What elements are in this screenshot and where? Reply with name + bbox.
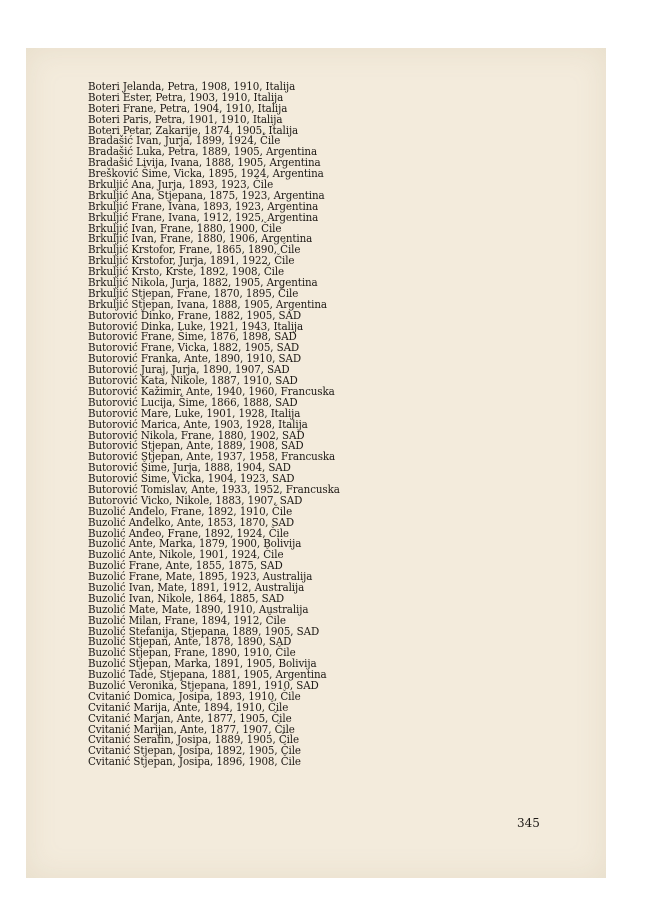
list-entry: Butorović Lucija, Šime, 1866, 1888, SAD xyxy=(88,395,298,409)
list-entry: Butorović Stjepan, Ante, 1937, 1958, Francuska xyxy=(88,450,336,464)
list-entry: Cvitanić Stjepan, Josipa, 1892, 1905, Čile xyxy=(88,744,301,758)
list-entry: Butorović Franka, Ante, 1890, 1910, SAD xyxy=(88,352,301,366)
list-entry: Buzolić Stjepan, Marka, 1891, 1905, Bolivija xyxy=(88,657,317,671)
document-page xyxy=(26,48,606,878)
list-entry: Brkuljić Stjepan, Frane, 1870, 1895, Čile xyxy=(88,286,299,300)
list-entry: Brkuljić Krstofor, Frane, 1865, 1890, Čile xyxy=(88,243,301,257)
list-entry: Butorović Dinka, Luke, 1921, 1943, Italija xyxy=(88,319,304,333)
list-entry: Bradašić Livija, Ivana, 1888, 1905, Argentina xyxy=(88,156,321,170)
list-entry: Cvitanić Domica, Josipa, 1893, 1910, Čile xyxy=(88,689,301,703)
list-entry: Buzolić Anđelko, Ante, 1853, 1870, SAD xyxy=(88,515,294,529)
list-entry: Cvitanić Stjepan, Josipa, 1896, 1908, Čile xyxy=(88,755,301,769)
list-entry: Brkuljić Krstofor, Jurja, 1891, 1922, Čile xyxy=(88,254,295,268)
list-entry: Butorović Kažimir, Ante, 1940, 1960, Francuska xyxy=(88,384,335,398)
list-entry: Brkuljić Nikola, Jurja, 1882, 1905, Argentina xyxy=(88,276,318,290)
list-entry: Butorović Šime, Vicka, 1904, 1923, SAD xyxy=(88,472,295,486)
list-entry: Boteri Paris, Petra, 1901, 1910, Italija xyxy=(88,112,283,126)
list-entry: Butorović Marica, Ante, 1903, 1928, Italija xyxy=(88,417,308,431)
list-entry: Cvitanić Marija, Ante, 1894, 1910, Čile xyxy=(88,700,289,714)
list-entry: Buzolić Stjepan, Frane, 1890, 1910, Čile xyxy=(88,646,296,660)
list-entry: Buzolić Anđeo, Frane, 1892, 1924, Čile xyxy=(88,526,289,540)
list-entry: Buzolić Ante, Marka, 1879, 1900, Bolivija xyxy=(88,537,302,551)
list-entry: Boteri Petar, Zakarije, 1874, 1905, Italija xyxy=(88,123,299,137)
list-entry: Butorović Stjepan, Ante, 1889, 1908, SAD xyxy=(88,439,304,453)
list-entry: Butorović Dinko, Frane, 1882, 1905, SAD xyxy=(88,308,302,322)
list-entry: Butorović Mare, Luke, 1901, 1928, Italija xyxy=(88,406,301,420)
list-entry: Buzolić Milan, Frane, 1894, 1912, Čile xyxy=(88,613,286,627)
list-entry: Buzolić Mate, Mate, 1890, 1910, Australija xyxy=(88,602,309,616)
list-entry: Butorović Juraj, Jurja, 1890, 1907, SAD xyxy=(88,363,290,377)
list-entry: Buzolić Ivan, Nikole, 1864, 1885, SAD xyxy=(88,591,285,605)
list-entry: Brkuljić Ivan, Frane, 1880, 1906, Argentina xyxy=(88,232,313,246)
list-entry: Butorović Frane, Šime, 1876, 1898, SAD xyxy=(88,330,297,344)
emigrant-list xyxy=(88,82,340,768)
page-number: 345 xyxy=(517,816,540,830)
list-entry: Buzolić Frane, Mate, 1895, 1923, Australija xyxy=(88,570,313,584)
list-entry: Butorović Tomislav, Ante, 1933, 1952, Francuska xyxy=(88,482,340,496)
list-entry: Brkuljić Ana, Jurja, 1893, 1923, Čile xyxy=(88,178,274,192)
list-entry: Butorović Frane, Vicka, 1882, 1905, SAD xyxy=(88,341,300,355)
list-entry: Brkuljić Frane, Ivana, 1893, 1923, Argentina xyxy=(88,199,319,213)
list-entry: Buzolić Tade, Stjepana, 1881, 1905, Argentina xyxy=(88,668,327,682)
list-entry: Brkuljić Krsto, Krste, 1892, 1908, Čile xyxy=(88,265,285,279)
list-entry: Brkuljić Frane, Ivana, 1912, 1925, Argentina xyxy=(88,210,319,224)
list-entry: Brkuljić Ana, Stjepana, 1875, 1923, Argentina xyxy=(88,188,325,202)
list-entry: Brkuljić Stjepan, Ivana, 1888, 1905, Argentina xyxy=(88,297,327,311)
list-entry: Buzolić Stefanija, Stjepana, 1889, 1905, SAD xyxy=(88,624,320,638)
list-entry: Buzolić Ante, Nikole, 1901, 1924, Čile xyxy=(88,548,284,562)
list-entry: Butorović Šime, Jurja, 1888, 1904, SAD xyxy=(88,461,291,475)
list-entry: Buzolić Stjepan, Ante, 1878, 1890, SAD xyxy=(88,635,292,649)
list-entry: Butorović Vicko, Nikole, 1883, 1907, SAD xyxy=(88,493,303,507)
list-entry: Butorović Nikola, Frane, 1880, 1902, SAD xyxy=(88,428,305,442)
list-entry: Cvitanić Marjan, Ante, 1877, 1905, Čile xyxy=(88,711,292,725)
list-entry: Brešković Šime, Vicka, 1895, 1924, Argentina xyxy=(88,167,324,181)
list-entry: Buzolić Frane, Ante, 1855, 1875, SAD xyxy=(88,559,283,573)
list-entry: Boteri Jelanda, Petra, 1908, 1910, Italija xyxy=(88,80,296,93)
list-entry: Buzolić Veronika, Stjepana, 1891, 1910, SAD xyxy=(88,678,319,692)
list-entry: Brkuljić Ivan, Frane, 1880, 1900, Čile xyxy=(88,221,282,235)
list-entry: Cvitanić Marijan, Ante, 1877, 1907, Čile xyxy=(88,722,295,736)
list-entry: Butorović Kata, Nikole, 1887, 1910, SAD xyxy=(88,374,298,388)
list-entry: Bradašić Ivan, Jurja, 1899, 1924, Čile xyxy=(88,134,281,148)
list-entry: Cvitanić Serafin, Josipa, 1889, 1905, Čile xyxy=(88,733,300,747)
list-entry: Boteri Frane, Petra, 1904, 1910, Italija xyxy=(88,101,288,115)
list-entry: Buzolić Anđelo, Frane, 1892, 1910, Čile xyxy=(88,504,293,518)
list-entry: Boteri Ester, Petra, 1903, 1910, Italija xyxy=(88,90,284,104)
list-entry: Buzolić Ivan, Mate, 1891, 1912, Australija xyxy=(88,580,305,594)
list-entry: Bradašić Luka, Petra, 1889, 1905, Argentina xyxy=(88,145,318,159)
